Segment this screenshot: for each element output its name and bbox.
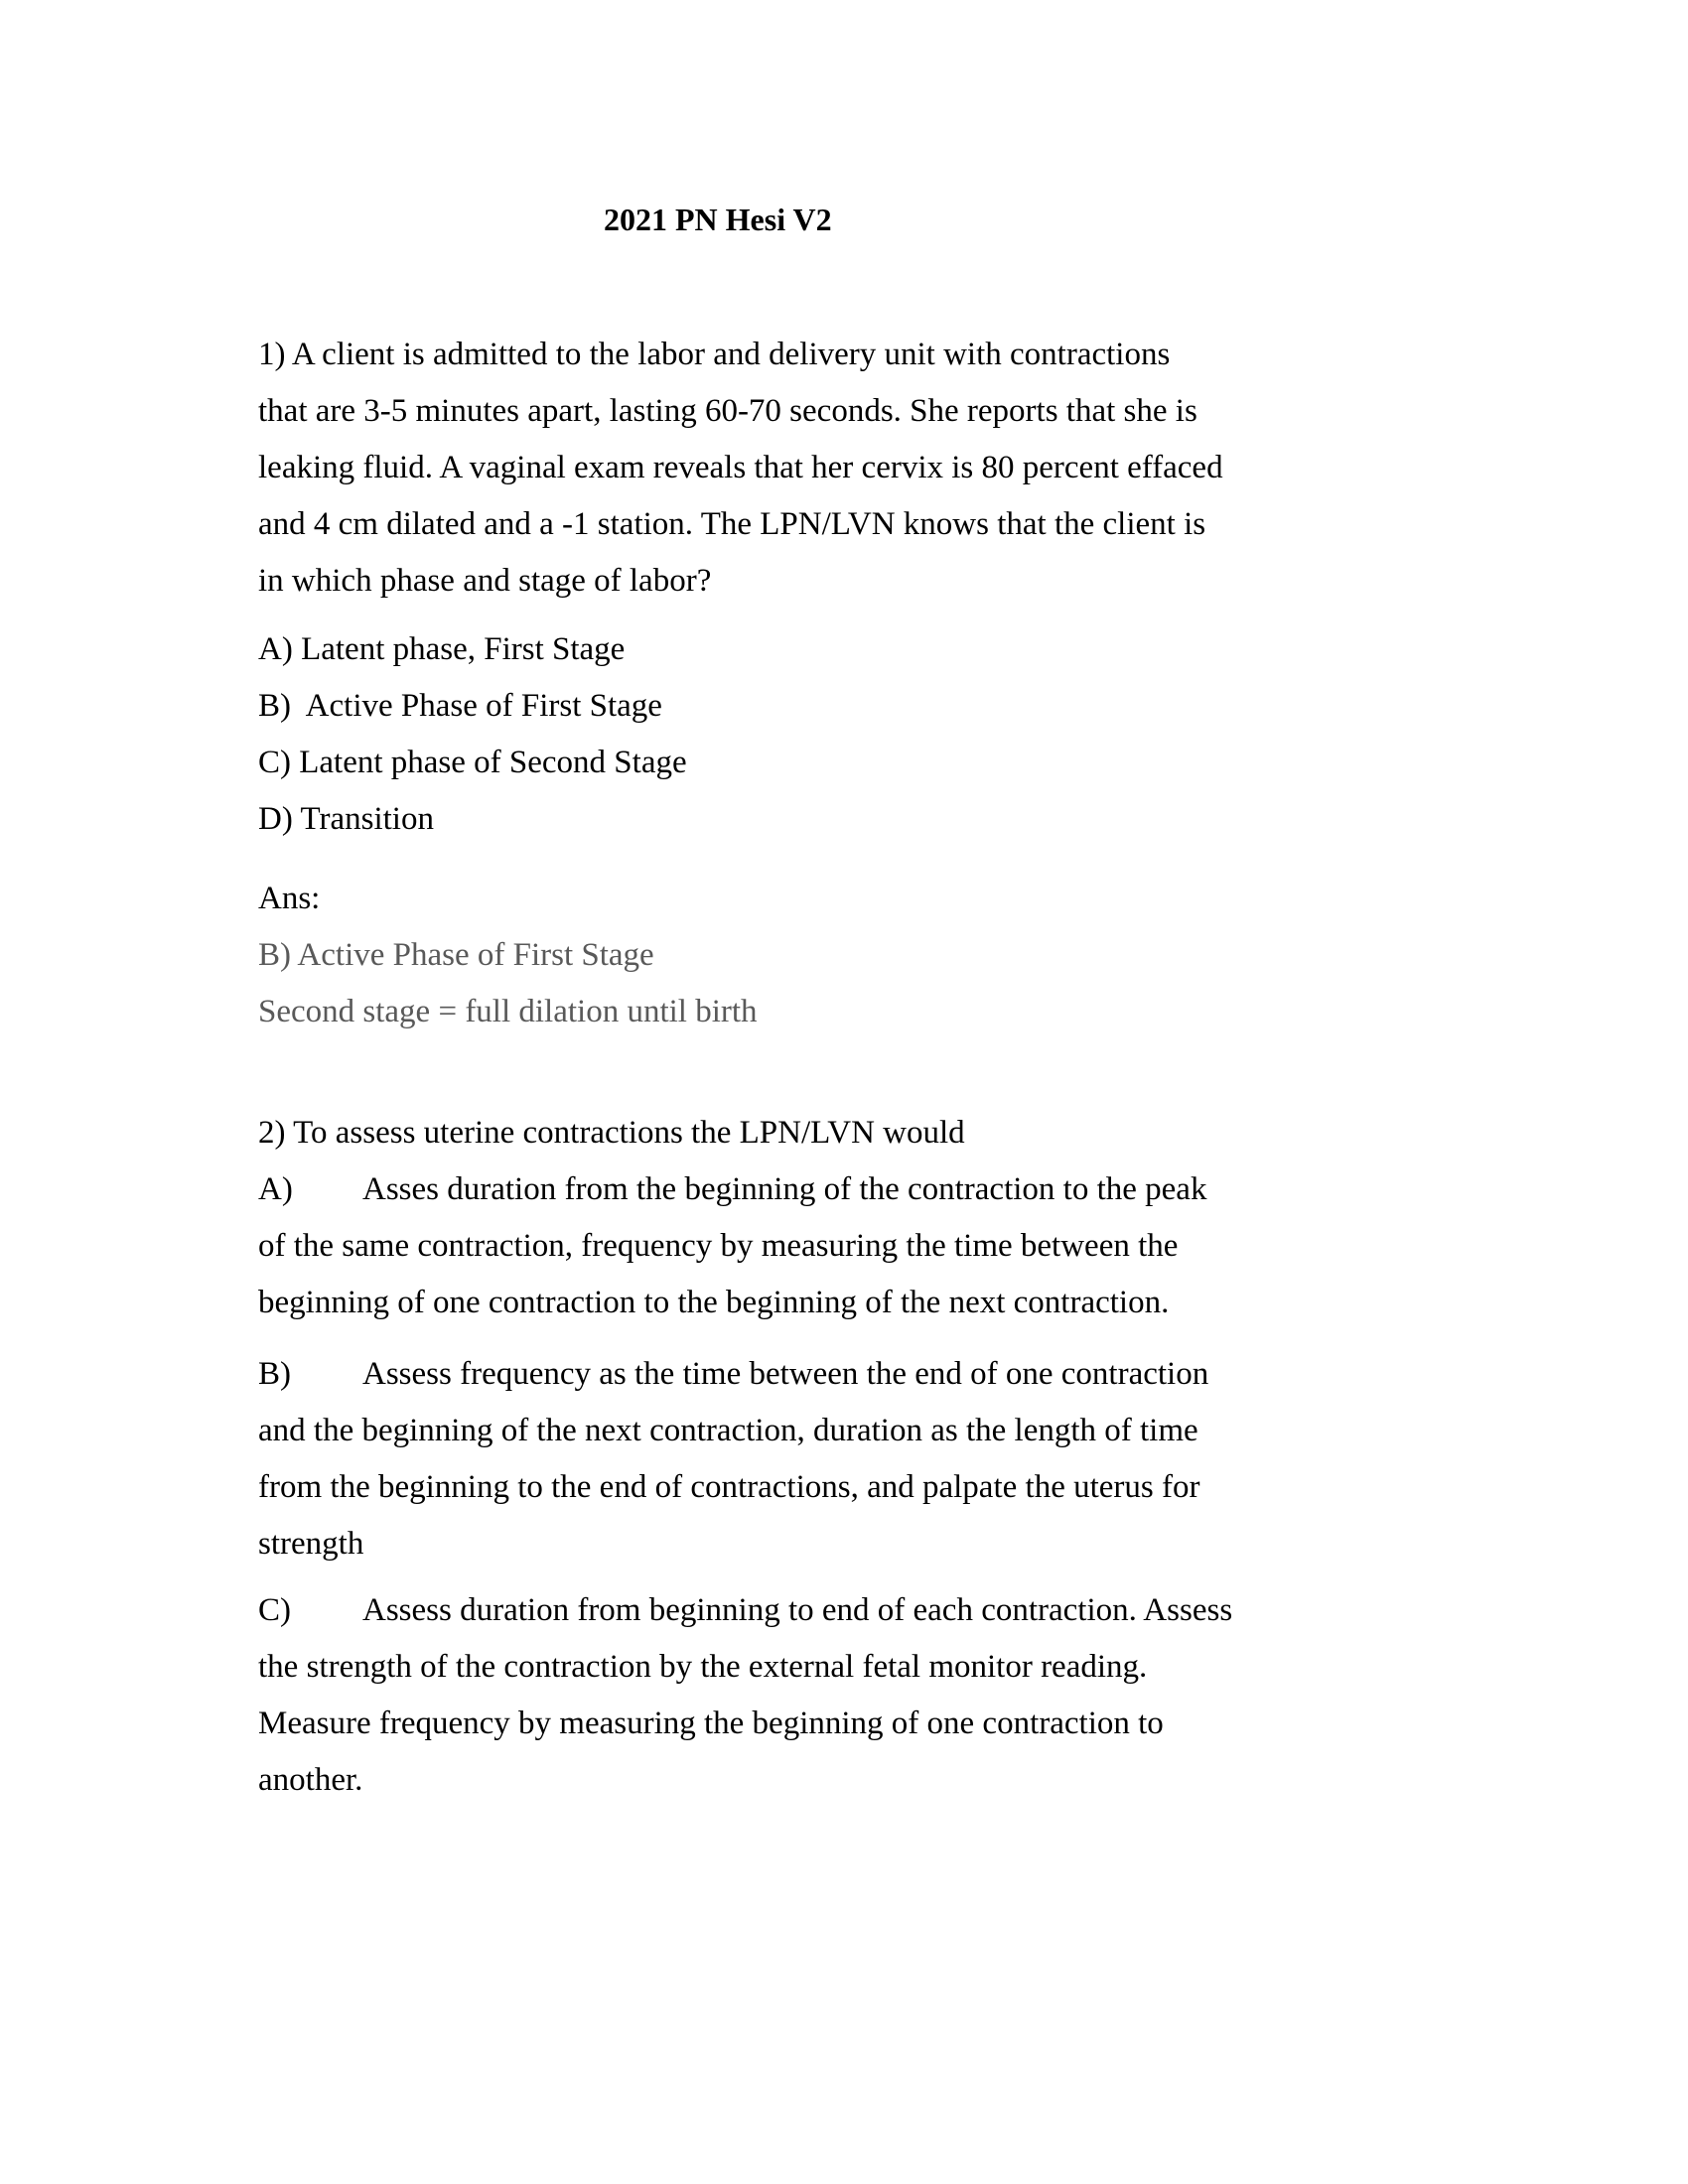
option-b-letter: B) bbox=[258, 1356, 291, 1392]
question-1-block bbox=[258, 327, 1529, 1040]
question-2-option-b bbox=[258, 1346, 1529, 1572]
question-2-option-a-line: beginning of one contraction to the beginning of the next contraction. bbox=[258, 1285, 1170, 1320]
question-1-option-a: A) Latent phase, First Stage bbox=[258, 631, 626, 667]
question-2-option-a-line: of the same contraction, frequency by measuring the time between the bbox=[258, 1228, 1179, 1264]
question-2-option-c-line bbox=[258, 1582, 1529, 1639]
question-2-option-c-line: Measure frequency by measuring the beginning of one contraction to bbox=[258, 1706, 1164, 1741]
option-a-text: Asses duration from the beginning of the contraction to the peak bbox=[362, 1171, 1207, 1207]
question-2-text-and-option-a bbox=[258, 1105, 1529, 1331]
option-b-text: Assess frequency as the time between the end of one contraction bbox=[362, 1356, 1209, 1392]
question-1-options bbox=[258, 621, 1529, 848]
question-1-line: that are 3-5 minutes apart, lasting 60-70 seconds. She reports that she is bbox=[258, 393, 1197, 429]
question-2-option-c bbox=[258, 1582, 1529, 1809]
option-c-letter: C) bbox=[258, 1592, 291, 1628]
question-2-option-b-line bbox=[258, 1346, 1529, 1403]
document-title: 2021 PN Hesi V2 bbox=[604, 202, 832, 237]
question-2-option-c-line: another. bbox=[258, 1762, 363, 1798]
question-1-line: leaking fluid. A vaginal exam reveals that her cervix is 80 percent effaced bbox=[258, 450, 1223, 485]
question-2-intro-line: 2) To assess uterine contractions the LPN/LVN would bbox=[258, 1115, 965, 1151]
question-1-option-b: B) Active Phase of First Stage bbox=[258, 688, 662, 724]
question-1-line: in which phase and stage of labor? bbox=[258, 563, 712, 599]
question-1-text bbox=[258, 327, 1529, 610]
question-1-option-d: D) Transition bbox=[258, 801, 434, 837]
question-2-option-c-line: the strength of the contraction by the external fetal monitor reading. bbox=[258, 1649, 1148, 1685]
answer-rationale-line: Second stage = full dilation until birth bbox=[258, 994, 758, 1029]
question-1-answer-block bbox=[258, 871, 1529, 1040]
question-1-line: 1) A client is admitted to the labor and delivery unit with contractions bbox=[258, 337, 1171, 372]
question-2-option-a-line bbox=[258, 1161, 1529, 1218]
answer-line: B) Active Phase of First Stage bbox=[258, 937, 654, 973]
question-2-option-b-line: strength bbox=[258, 1526, 364, 1562]
question-1-option-c: C) Latent phase of Second Stage bbox=[258, 745, 687, 780]
question-2-block bbox=[258, 1105, 1529, 1809]
option-a-letter: A) bbox=[258, 1171, 293, 1207]
answer-label: Ans: bbox=[258, 881, 321, 916]
question-2-option-b-line: and the beginning of the next contraction, duration as the length of time bbox=[258, 1413, 1198, 1448]
question-1-line: and 4 cm dilated and a -1 station. The LPN/LVN knows that the client is bbox=[258, 506, 1206, 542]
question-2-option-b-line: from the beginning to the end of contractions, and palpate the uterus for bbox=[258, 1469, 1200, 1505]
option-c-text: Assess duration from beginning to end of each contraction. Assess bbox=[362, 1592, 1233, 1628]
